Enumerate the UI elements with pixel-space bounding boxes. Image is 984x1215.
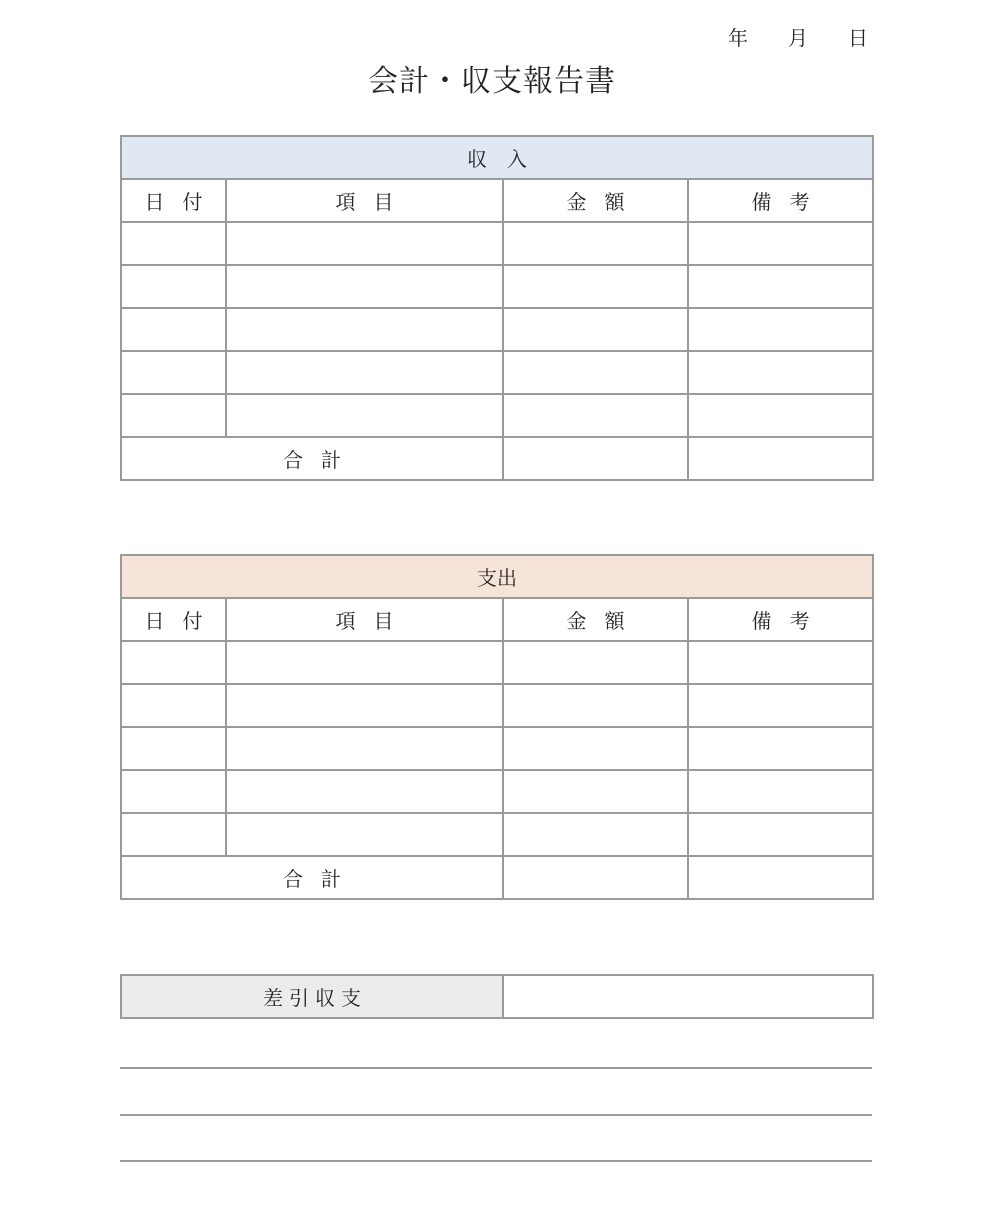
income-amount-cell[interactable]: [503, 308, 688, 351]
expense-table: [120, 554, 874, 900]
income-remarks-cell[interactable]: [688, 394, 873, 437]
expense-remarks-cell[interactable]: [688, 684, 873, 727]
table-row: [121, 265, 873, 308]
expense-total-label: 合計: [121, 856, 503, 899]
balance-table: [120, 974, 874, 1019]
expense-total-amount-cell[interactable]: [503, 856, 688, 899]
expense-item-cell[interactable]: [226, 813, 503, 856]
column-header-item: 項目: [226, 179, 503, 222]
income-item-cell[interactable]: [226, 394, 503, 437]
table-row: [121, 813, 873, 856]
expense-date-cell[interactable]: [121, 813, 226, 856]
income-total-remarks-cell[interactable]: [688, 437, 873, 480]
balance-value-cell[interactable]: [503, 975, 873, 1018]
note-line[interactable]: [120, 1067, 872, 1069]
income-remarks-cell[interactable]: [688, 308, 873, 351]
income-date-cell[interactable]: [121, 308, 226, 351]
expense-amount-cell[interactable]: [503, 727, 688, 770]
expense-item-cell[interactable]: [226, 770, 503, 813]
table-row: [121, 641, 873, 684]
expense-item-cell[interactable]: [226, 641, 503, 684]
column-header-date: 日付: [121, 598, 226, 641]
income-amount-cell[interactable]: [503, 265, 688, 308]
income-date-cell[interactable]: [121, 222, 226, 265]
income-column-header-row: [121, 179, 873, 222]
income-remarks-cell[interactable]: [688, 265, 873, 308]
income-section-header-row: [121, 136, 873, 179]
expense-amount-cell[interactable]: [503, 813, 688, 856]
income-item-cell[interactable]: [226, 308, 503, 351]
table-row: [121, 727, 873, 770]
income-total-label: 合計: [121, 437, 503, 480]
expense-date-cell[interactable]: [121, 684, 226, 727]
balance-label: 差引収支: [121, 975, 503, 1018]
expense-remarks-cell[interactable]: [688, 727, 873, 770]
column-header-amount: 金額: [503, 598, 688, 641]
expense-total-row: [121, 856, 873, 899]
expense-item-cell[interactable]: [226, 727, 503, 770]
income-date-cell[interactable]: [121, 265, 226, 308]
table-row: [121, 308, 873, 351]
income-total-amount-cell[interactable]: [503, 437, 688, 480]
expense-remarks-cell[interactable]: [688, 770, 873, 813]
note-line[interactable]: [120, 1114, 872, 1116]
expense-column-header-row: [121, 598, 873, 641]
income-item-cell[interactable]: [226, 351, 503, 394]
balance-row: [121, 975, 873, 1018]
table-row: [121, 684, 873, 727]
expense-total-remarks-cell[interactable]: [688, 856, 873, 899]
column-header-date: 日付: [121, 179, 226, 222]
expense-date-cell[interactable]: [121, 770, 226, 813]
date-month-label: 月: [788, 26, 808, 50]
expense-amount-cell[interactable]: [503, 641, 688, 684]
table-row: [121, 222, 873, 265]
column-header-remarks: 備考: [688, 598, 873, 641]
income-remarks-cell[interactable]: [688, 222, 873, 265]
income-item-cell[interactable]: [226, 222, 503, 265]
income-table: [120, 135, 874, 481]
expense-section-header-row: [121, 555, 873, 598]
column-header-remarks: 備考: [688, 179, 873, 222]
income-amount-cell[interactable]: [503, 222, 688, 265]
expense-section-heading: 支出: [121, 555, 873, 598]
income-remarks-cell[interactable]: [688, 351, 873, 394]
income-item-cell[interactable]: [226, 265, 503, 308]
date-year-label: 年: [728, 26, 748, 50]
table-row: [121, 394, 873, 437]
date-line: [700, 22, 880, 50]
income-total-row: [121, 437, 873, 480]
table-row: [121, 351, 873, 394]
income-section-heading: 収入: [121, 136, 873, 179]
expense-date-cell[interactable]: [121, 727, 226, 770]
expense-remarks-cell[interactable]: [688, 641, 873, 684]
expense-remarks-cell[interactable]: [688, 813, 873, 856]
income-amount-cell[interactable]: [503, 351, 688, 394]
expense-date-cell[interactable]: [121, 641, 226, 684]
income-date-cell[interactable]: [121, 351, 226, 394]
note-line[interactable]: [120, 1160, 872, 1162]
page-title: 会計・収支報告書: [368, 64, 616, 99]
table-row: [121, 770, 873, 813]
income-amount-cell[interactable]: [503, 394, 688, 437]
expense-amount-cell[interactable]: [503, 770, 688, 813]
date-day-label: 日: [848, 26, 868, 50]
expense-item-cell[interactable]: [226, 684, 503, 727]
column-header-amount: 金額: [503, 179, 688, 222]
expense-amount-cell[interactable]: [503, 684, 688, 727]
column-header-item: 項目: [226, 598, 503, 641]
income-date-cell[interactable]: [121, 394, 226, 437]
